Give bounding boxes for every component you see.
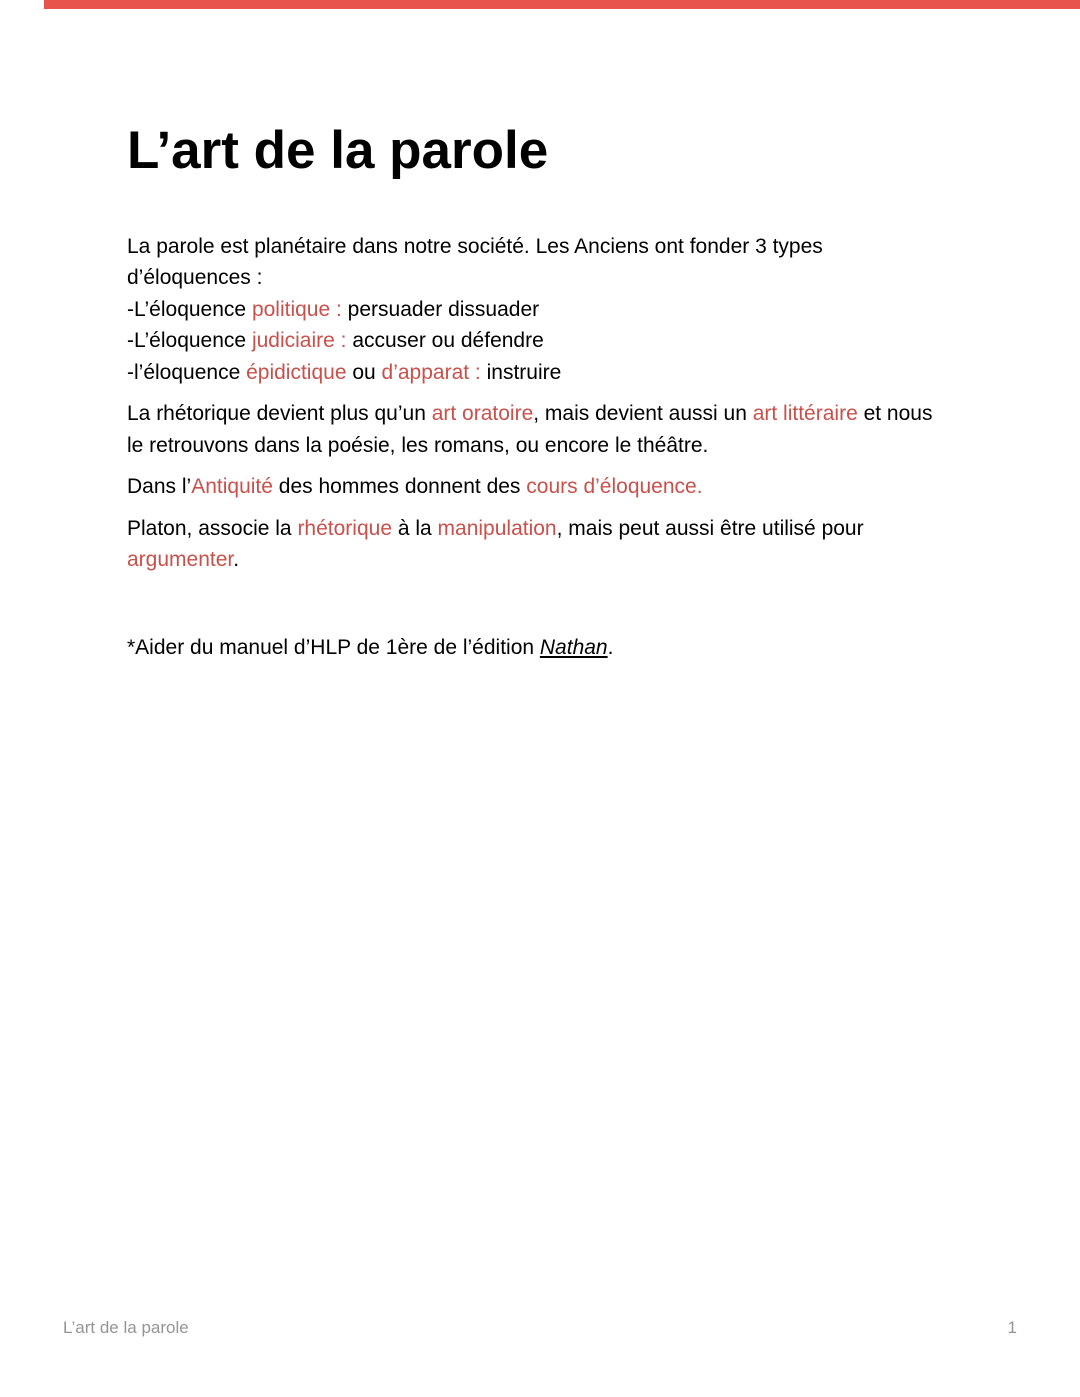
highlighted-text: politique : bbox=[251, 297, 342, 321]
text-run: Platon, associe la bbox=[127, 516, 298, 540]
text-run: *Aider du manuel d’HLP de 1ère de l’édition bbox=[127, 635, 540, 659]
paragraph-eloquence-types bbox=[127, 231, 953, 389]
footer-document-title: L’art de la parole bbox=[63, 1318, 189, 1337]
highlighted-text: art oratoire bbox=[431, 402, 534, 426]
text-run: , mais peut aussi être utilisé pour bbox=[556, 516, 864, 540]
highlighted-text: manipulation bbox=[437, 516, 557, 540]
text-run: Dans l’ bbox=[127, 475, 192, 499]
text-run: . bbox=[233, 548, 240, 572]
text-run: -l’éloquence bbox=[127, 360, 247, 384]
text-run: des hommes donnent des bbox=[272, 475, 527, 499]
footer-page-number: 1 bbox=[1007, 1318, 1017, 1337]
document-title: L’art de la parole bbox=[127, 121, 549, 180]
text-run: et nous bbox=[857, 402, 933, 426]
highlighted-text: judiciaire : bbox=[251, 329, 347, 353]
highlighted-text: Antiquité bbox=[191, 475, 273, 499]
text-run: Nathan bbox=[539, 635, 608, 659]
highlighted-text: cours d’éloquence. bbox=[526, 475, 703, 499]
highlighted-text: art littéraire bbox=[752, 402, 858, 426]
text-run: à la bbox=[392, 516, 438, 540]
highlighted-text: argumenter bbox=[127, 548, 234, 572]
text-run: , mais devient aussi un bbox=[533, 402, 753, 426]
text-run: -L’éloquence bbox=[127, 329, 252, 353]
paragraph-rhetorique-art bbox=[127, 398, 953, 461]
paragraph-platon bbox=[127, 513, 953, 576]
top-accent-bar bbox=[44, 0, 1080, 9]
text-run: -L’éloquence bbox=[127, 297, 252, 321]
text-run: instruire bbox=[480, 360, 562, 384]
page-footer bbox=[63, 1318, 1017, 1338]
highlighted-text: d’apparat : bbox=[381, 360, 481, 384]
text-run: le retrouvons dans la poésie, les romans, ou encore le théâtre. bbox=[127, 433, 709, 457]
text-run: d’éloquences : bbox=[127, 266, 263, 290]
page-content bbox=[0, 0, 1080, 663]
text-run: . bbox=[607, 635, 614, 659]
text-run: accuser ou défendre bbox=[346, 329, 544, 353]
text-run: ou bbox=[346, 360, 382, 384]
text-run: La parole est planétaire dans notre société. Les Anciens ont fonder 3 types bbox=[127, 234, 823, 258]
paragraph-antiquite bbox=[127, 471, 953, 503]
highlighted-text: épidictique bbox=[246, 360, 347, 384]
highlighted-text: rhétorique bbox=[297, 516, 392, 540]
text-run: La rhétorique devient plus qu’un bbox=[127, 402, 432, 426]
text-run: persuader dissuader bbox=[341, 297, 540, 321]
paragraph-note-manuel bbox=[127, 632, 953, 664]
